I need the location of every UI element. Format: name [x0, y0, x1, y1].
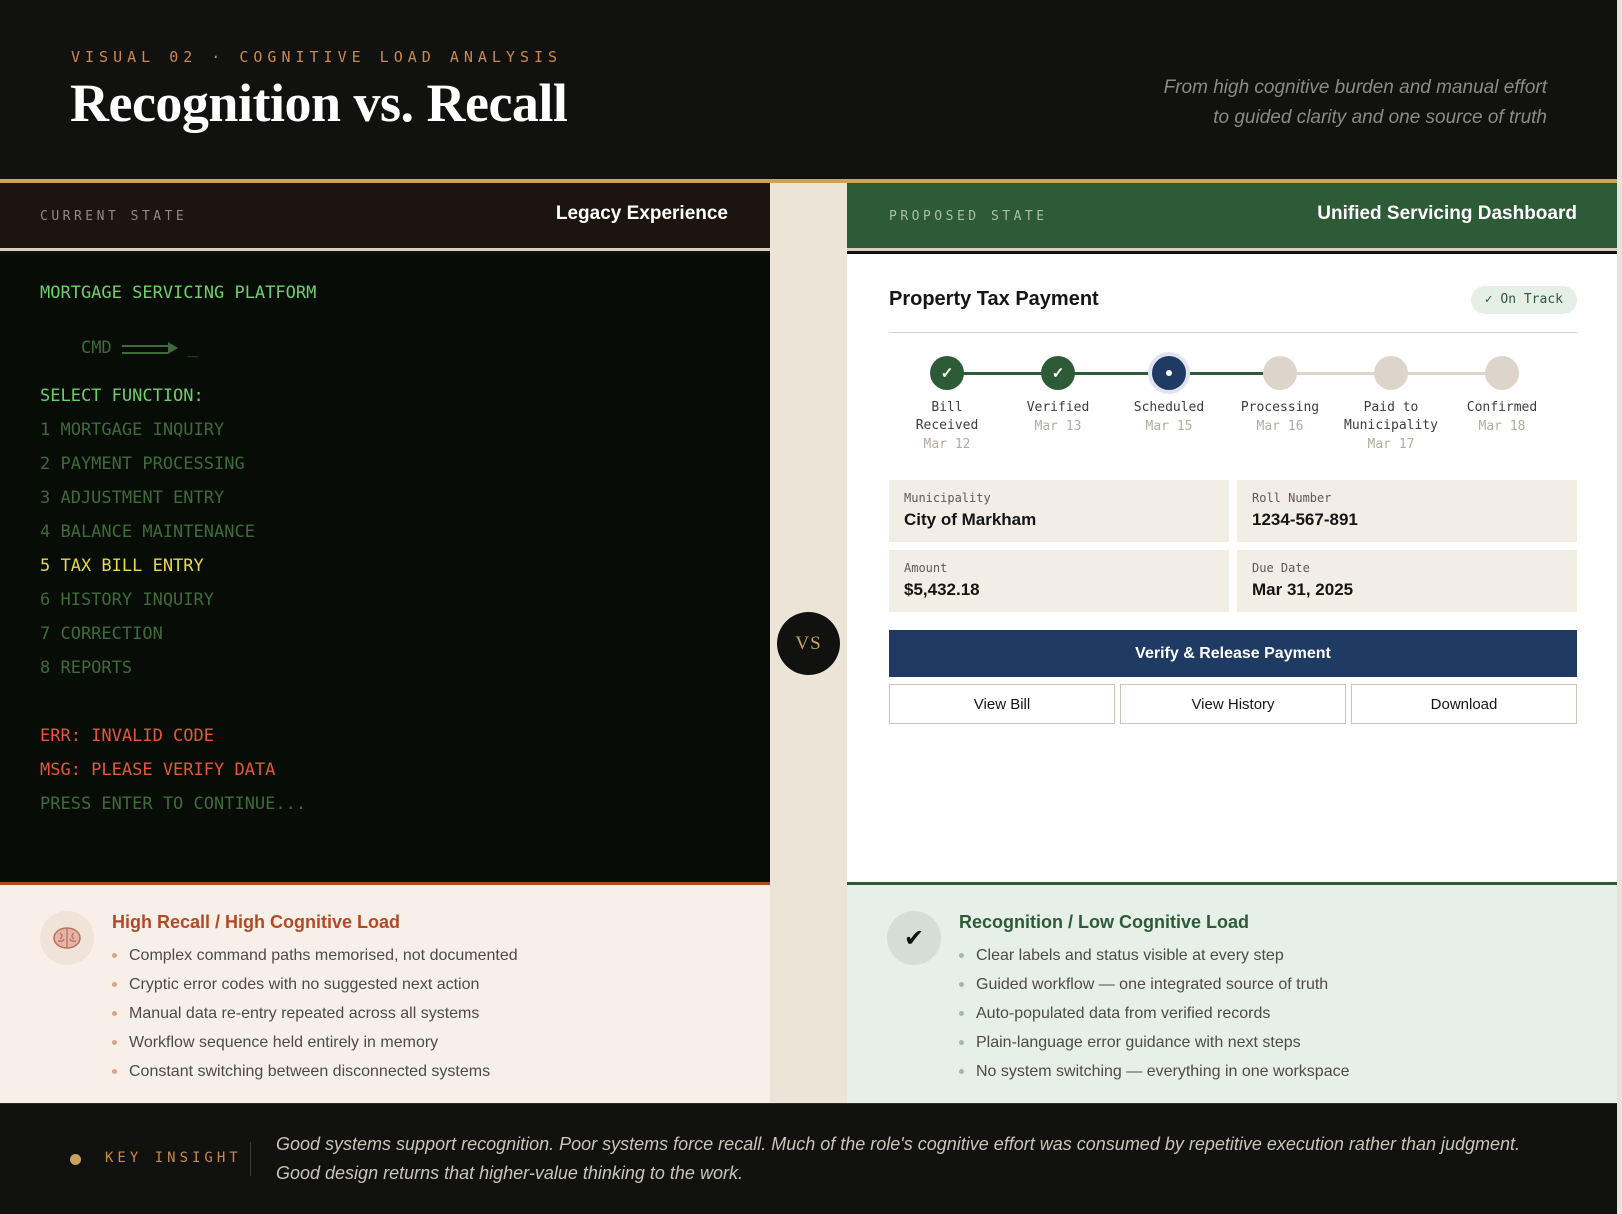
terminal-option-selected[interactable]: 5 TAX BILL ENTRY: [40, 556, 204, 576]
step-date: Mar 18: [1478, 419, 1526, 434]
field-label: Municipality: [904, 491, 991, 505]
card-divider: [889, 332, 1577, 333]
progress-step: [1447, 356, 1557, 434]
view-bill-button[interactable]: View Bill: [889, 684, 1115, 724]
key-insight-bar: [0, 1103, 1617, 1214]
roll-number-field: [1237, 480, 1577, 542]
field-label: Due Date: [1252, 561, 1310, 575]
list-item: Manual data re-entry repeated across all systems: [112, 999, 518, 1028]
terminal-option[interactable]: 7 CORRECTION: [40, 624, 163, 644]
proposed-summary-title: Recognition / Low Cognitive Load: [959, 912, 1249, 932]
step-label: Processing: [1240, 400, 1320, 415]
step-date: Mar 12: [923, 437, 971, 452]
brain-icon: [40, 911, 94, 965]
step-date: Mar 15: [1145, 419, 1193, 434]
field-label: Roll Number: [1252, 491, 1332, 505]
terminal-cmd-label: CMD: [80, 338, 112, 358]
page-title: Recognition vs. Recall: [70, 73, 568, 133]
proposed-state-eyebrow: PROPOSED STATE: [889, 209, 1048, 224]
list-item: Auto-populated data from verified records: [959, 999, 1350, 1028]
proposed-state-title: Unified Servicing Dashboard: [1317, 203, 1577, 224]
subtitle-line-1: From high cognitive burden and manual effort: [1163, 77, 1547, 98]
terminal-command-line[interactable]: [40, 318, 198, 378]
terminal-heading: MORTGAGE SERVICING PLATFORM: [40, 283, 317, 303]
field-value: $5,432.18: [904, 580, 980, 599]
proposed-state-header: [847, 183, 1617, 251]
progress-step: [892, 356, 1002, 452]
step-label: Scheduled: [1133, 400, 1205, 415]
amount-field: [889, 550, 1229, 612]
status-badge: ✓ On Track: [1471, 286, 1577, 314]
check-icon: ✓: [930, 356, 964, 390]
terminal-option[interactable]: 2 PAYMENT PROCESSING: [40, 454, 245, 474]
key-insight-label: KEY INSIGHT: [105, 1150, 242, 1166]
step-label: Bill Received: [915, 400, 979, 433]
progress-step: [1003, 356, 1113, 434]
progress-step-current: [1114, 356, 1224, 434]
view-history-button[interactable]: View History: [1120, 684, 1346, 724]
current-step-icon: [1152, 356, 1186, 390]
verify-release-payment-button[interactable]: Verify & Release Payment: [889, 630, 1577, 677]
terminal-select-label: SELECT FUNCTION:: [40, 386, 204, 406]
pending-step-icon: [1374, 356, 1408, 390]
due-date-field: [1237, 550, 1577, 612]
list-item: Plain-language error guidance with next steps: [959, 1028, 1350, 1057]
step-date: Mar 16: [1256, 419, 1304, 434]
terminal-option[interactable]: 1 MORTGAGE INQUIRY: [40, 420, 225, 440]
progress-step: [1225, 356, 1335, 434]
current-summary-title: High Recall / High Cognitive Load: [112, 912, 401, 932]
field-value: 1234-567-891: [1252, 510, 1358, 529]
legacy-terminal-screen: [0, 254, 770, 882]
dashboard-card: [847, 254, 1617, 882]
page-header: [0, 0, 1622, 180]
current-summary-list: [112, 941, 518, 1086]
terminal-continue-prompt: PRESS ENTER TO CONTINUE...: [40, 794, 307, 814]
terminal-option[interactable]: 6 HISTORY INQUIRY: [40, 590, 214, 610]
proposed-summary-list: [959, 941, 1350, 1086]
check-icon: ✓: [1041, 356, 1075, 390]
list-item: Clear labels and status visible at every step: [959, 941, 1350, 970]
vs-badge: VS: [777, 612, 840, 675]
list-item: Complex command paths memorised, not documented: [112, 941, 518, 970]
download-button[interactable]: Download: [1351, 684, 1577, 724]
current-state-summary: [0, 885, 770, 1103]
insight-bullet-icon: [70, 1154, 81, 1165]
step-date: Mar 17: [1367, 437, 1415, 452]
insight-separator: [250, 1142, 251, 1176]
field-value: City of Markham: [904, 510, 1037, 529]
checkmark-icon: ✔: [887, 911, 941, 965]
municipality-field: [889, 480, 1229, 542]
step-label: Verified: [1026, 400, 1090, 415]
step-date: Mar 13: [1034, 419, 1082, 434]
step-label: Paid to Municipality: [1344, 400, 1438, 433]
visual-eyebrow: VISUAL 02 · COGNITIVE LOAD ANALYSIS: [71, 48, 563, 66]
pending-step-icon: [1485, 356, 1519, 390]
subtitle-line-2: to guided clarity and one source of truth: [1213, 107, 1547, 128]
progress-step: [1336, 356, 1446, 452]
terminal-option[interactable]: 8 REPORTS: [40, 658, 133, 678]
terminal-message: MSG: PLEASE VERIFY DATA: [40, 760, 276, 780]
list-item: Guided workflow — one integrated source of truth: [959, 970, 1350, 999]
current-state-eyebrow: CURRENT STATE: [40, 209, 188, 224]
current-state-title: Legacy Experience: [555, 203, 728, 224]
current-state-header: [0, 183, 770, 251]
proposed-state-summary: [847, 885, 1617, 1103]
terminal-option[interactable]: 3 ADJUSTMENT ENTRY: [40, 488, 225, 508]
arrow-right-icon: [122, 342, 178, 354]
key-insight-text: Good systems support recognition. Poor systems force recall. Much of the role's cognitive effort was consumed by repetitive execution rather than judgment. Good design returns that higher-value thinking to the work.: [276, 1134, 1521, 1183]
terminal-error: ERR: INVALID CODE: [40, 726, 214, 746]
field-label: Amount: [904, 561, 948, 575]
list-item: No system switching — everything in one workspace: [959, 1057, 1350, 1086]
list-item: Constant switching between disconnected systems: [112, 1057, 518, 1086]
page-subtitle: [987, 73, 1547, 133]
page-edge: [1617, 0, 1622, 1214]
card-title: Property Tax Payment: [889, 288, 1099, 310]
pending-step-icon: [1263, 356, 1297, 390]
list-item: Cryptic error codes with no suggested next action: [112, 970, 518, 999]
step-label: Confirmed: [1466, 400, 1538, 415]
list-item: Workflow sequence held entirely in memory: [112, 1028, 518, 1057]
terminal-cursor: _: [187, 338, 198, 358]
field-value: Mar 31, 2025: [1252, 580, 1354, 599]
terminal-option[interactable]: 4 BALANCE MAINTENANCE: [40, 522, 255, 542]
